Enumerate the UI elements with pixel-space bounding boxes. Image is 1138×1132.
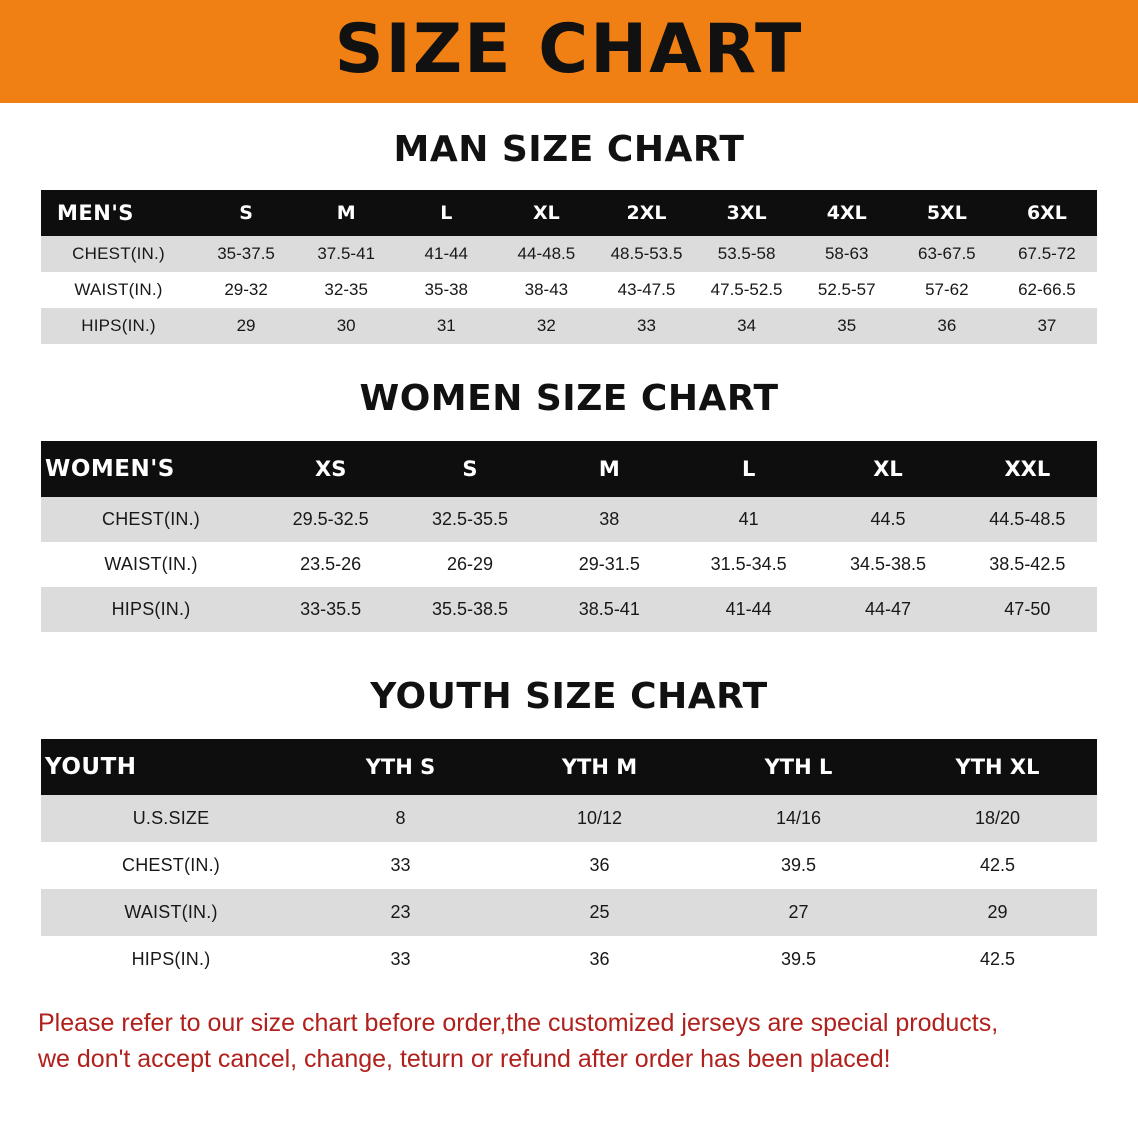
youth-header-3: YTH L xyxy=(699,739,898,795)
men-r1-c3: 35-38 xyxy=(396,272,496,308)
youth-r2-c2: 25 xyxy=(500,889,699,936)
men-size-table xyxy=(41,190,1097,344)
youth-r2-c4: 29 xyxy=(898,889,1097,936)
table-row xyxy=(41,795,1097,842)
youth-r2-c3: 27 xyxy=(699,889,898,936)
youth-r1-c4: 42.5 xyxy=(898,842,1097,889)
men-r2-c0: HIPS(IN.) xyxy=(41,308,196,344)
youth-r3-c2: 36 xyxy=(500,936,699,983)
women-header-1: XS xyxy=(261,441,400,497)
table-row xyxy=(41,236,1097,272)
banner-title: SIZE CHART xyxy=(334,9,804,89)
women-r1-c6: 38.5-42.5 xyxy=(958,542,1097,587)
women-section-title: WOMEN SIZE CHART xyxy=(359,378,779,419)
women-r0-c6: 44.5-48.5 xyxy=(958,497,1097,542)
men-r1-c9: 62-66.5 xyxy=(997,272,1097,308)
women-size-table xyxy=(41,441,1097,632)
youth-r0-c1: 8 xyxy=(301,795,500,842)
men-r1-c4: 38-43 xyxy=(496,272,596,308)
youth-header-0: YOUTH xyxy=(41,739,301,795)
youth-table-wrap xyxy=(0,739,1138,983)
men-r1-c0: WAIST(IN.) xyxy=(41,272,196,308)
banner xyxy=(0,0,1138,103)
women-r2-c1: 33-35.5 xyxy=(261,587,400,632)
men-r2-c6: 34 xyxy=(697,308,797,344)
women-header-4: L xyxy=(679,441,818,497)
youth-r3-c1: 33 xyxy=(301,936,500,983)
table-header-row xyxy=(41,190,1097,236)
youth-r1-c2: 36 xyxy=(500,842,699,889)
women-r2-c6: 47-50 xyxy=(958,587,1097,632)
table-header-row xyxy=(41,739,1097,795)
youth-r3-c0: HIPS(IN.) xyxy=(41,936,301,983)
women-r0-c2: 32.5-35.5 xyxy=(400,497,539,542)
women-r2-c4: 41-44 xyxy=(679,587,818,632)
youth-r0-c2: 10/12 xyxy=(500,795,699,842)
men-r0-c2: 37.5-41 xyxy=(296,236,396,272)
men-header-0: MEN'S xyxy=(41,190,196,236)
women-r2-c5: 44-47 xyxy=(818,587,957,632)
youth-r3-c4: 42.5 xyxy=(898,936,1097,983)
men-r0-c8: 63-67.5 xyxy=(897,236,997,272)
women-r0-c1: 29.5-32.5 xyxy=(261,497,400,542)
men-r2-c1: 29 xyxy=(196,308,296,344)
men-r0-c3: 41-44 xyxy=(396,236,496,272)
youth-r3-c3: 39.5 xyxy=(699,936,898,983)
women-r1-c3: 29-31.5 xyxy=(540,542,679,587)
disclaimer-line-1: Please refer to our size chart before order,the customized jerseys are special products, xyxy=(38,1009,999,1037)
men-r0-c0: CHEST(IN.) xyxy=(41,236,196,272)
men-r2-c7: 35 xyxy=(797,308,897,344)
table-row xyxy=(41,497,1097,542)
table-row xyxy=(41,842,1097,889)
women-header-2: S xyxy=(400,441,539,497)
women-header-5: XL xyxy=(818,441,957,497)
youth-r1-c0: CHEST(IN.) xyxy=(41,842,301,889)
men-r2-c3: 31 xyxy=(396,308,496,344)
women-header-6: XXL xyxy=(958,441,1097,497)
men-header-5: 2XL xyxy=(596,190,696,236)
table-row xyxy=(41,308,1097,344)
men-r0-c7: 58-63 xyxy=(797,236,897,272)
men-header-1: S xyxy=(196,190,296,236)
youth-section-title: YOUTH SIZE CHART xyxy=(370,676,768,717)
men-r1-c6: 47.5-52.5 xyxy=(697,272,797,308)
youth-size-table xyxy=(41,739,1097,983)
men-header-9: 6XL xyxy=(997,190,1097,236)
youth-r0-c3: 14/16 xyxy=(699,795,898,842)
men-r0-c6: 53.5-58 xyxy=(697,236,797,272)
women-r0-c5: 44.5 xyxy=(818,497,957,542)
women-r1-c1: 23.5-26 xyxy=(261,542,400,587)
men-r2-c2: 30 xyxy=(296,308,396,344)
women-header-0: WOMEN'S xyxy=(41,441,261,497)
women-r0-c4: 41 xyxy=(679,497,818,542)
table-header-row xyxy=(41,441,1097,497)
women-r2-c2: 35.5-38.5 xyxy=(400,587,539,632)
youth-r0-c4: 18/20 xyxy=(898,795,1097,842)
men-r0-c4: 44-48.5 xyxy=(496,236,596,272)
youth-header-1: YTH S xyxy=(301,739,500,795)
man-table-wrap xyxy=(0,190,1138,344)
men-r1-c5: 43-47.5 xyxy=(596,272,696,308)
women-r0-c0: CHEST(IN.) xyxy=(41,497,261,542)
men-r2-c9: 37 xyxy=(997,308,1097,344)
men-header-7: 4XL xyxy=(797,190,897,236)
table-row xyxy=(41,272,1097,308)
youth-r0-c0: U.S.SIZE xyxy=(41,795,301,842)
men-header-8: 5XL xyxy=(897,190,997,236)
men-r0-c5: 48.5-53.5 xyxy=(596,236,696,272)
man-section-title: MAN SIZE CHART xyxy=(393,129,745,170)
youth-r2-c1: 23 xyxy=(301,889,500,936)
men-r2-c8: 36 xyxy=(897,308,997,344)
men-r1-c7: 52.5-57 xyxy=(797,272,897,308)
youth-r1-c3: 39.5 xyxy=(699,842,898,889)
women-r2-c0: HIPS(IN.) xyxy=(41,587,261,632)
men-r0-c9: 67.5-72 xyxy=(997,236,1097,272)
disclaimer-note xyxy=(38,1005,1100,1078)
men-r2-c5: 33 xyxy=(596,308,696,344)
table-row xyxy=(41,542,1097,587)
table-row xyxy=(41,889,1097,936)
women-r1-c5: 34.5-38.5 xyxy=(818,542,957,587)
men-r1-c8: 57-62 xyxy=(897,272,997,308)
youth-r1-c1: 33 xyxy=(301,842,500,889)
youth-header-2: YTH M xyxy=(500,739,699,795)
women-r2-c3: 38.5-41 xyxy=(540,587,679,632)
disclaimer-line-2: we don't accept cancel, change, teturn or refund after order has been placed! xyxy=(38,1045,891,1074)
table-row xyxy=(41,936,1097,983)
men-header-3: L xyxy=(396,190,496,236)
men-r2-c4: 32 xyxy=(496,308,596,344)
youth-header-4: YTH XL xyxy=(898,739,1097,795)
women-r0-c3: 38 xyxy=(540,497,679,542)
women-r1-c2: 26-29 xyxy=(400,542,539,587)
men-r1-c1: 29-32 xyxy=(196,272,296,308)
women-table-wrap xyxy=(0,441,1138,632)
men-header-2: M xyxy=(296,190,396,236)
men-header-6: 3XL xyxy=(697,190,797,236)
table-row xyxy=(41,587,1097,632)
youth-r2-c0: WAIST(IN.) xyxy=(41,889,301,936)
women-header-3: M xyxy=(540,441,679,497)
men-header-4: XL xyxy=(496,190,596,236)
men-r0-c1: 35-37.5 xyxy=(196,236,296,272)
women-r1-c4: 31.5-34.5 xyxy=(679,542,818,587)
women-r1-c0: WAIST(IN.) xyxy=(41,542,261,587)
men-r1-c2: 32-35 xyxy=(296,272,396,308)
